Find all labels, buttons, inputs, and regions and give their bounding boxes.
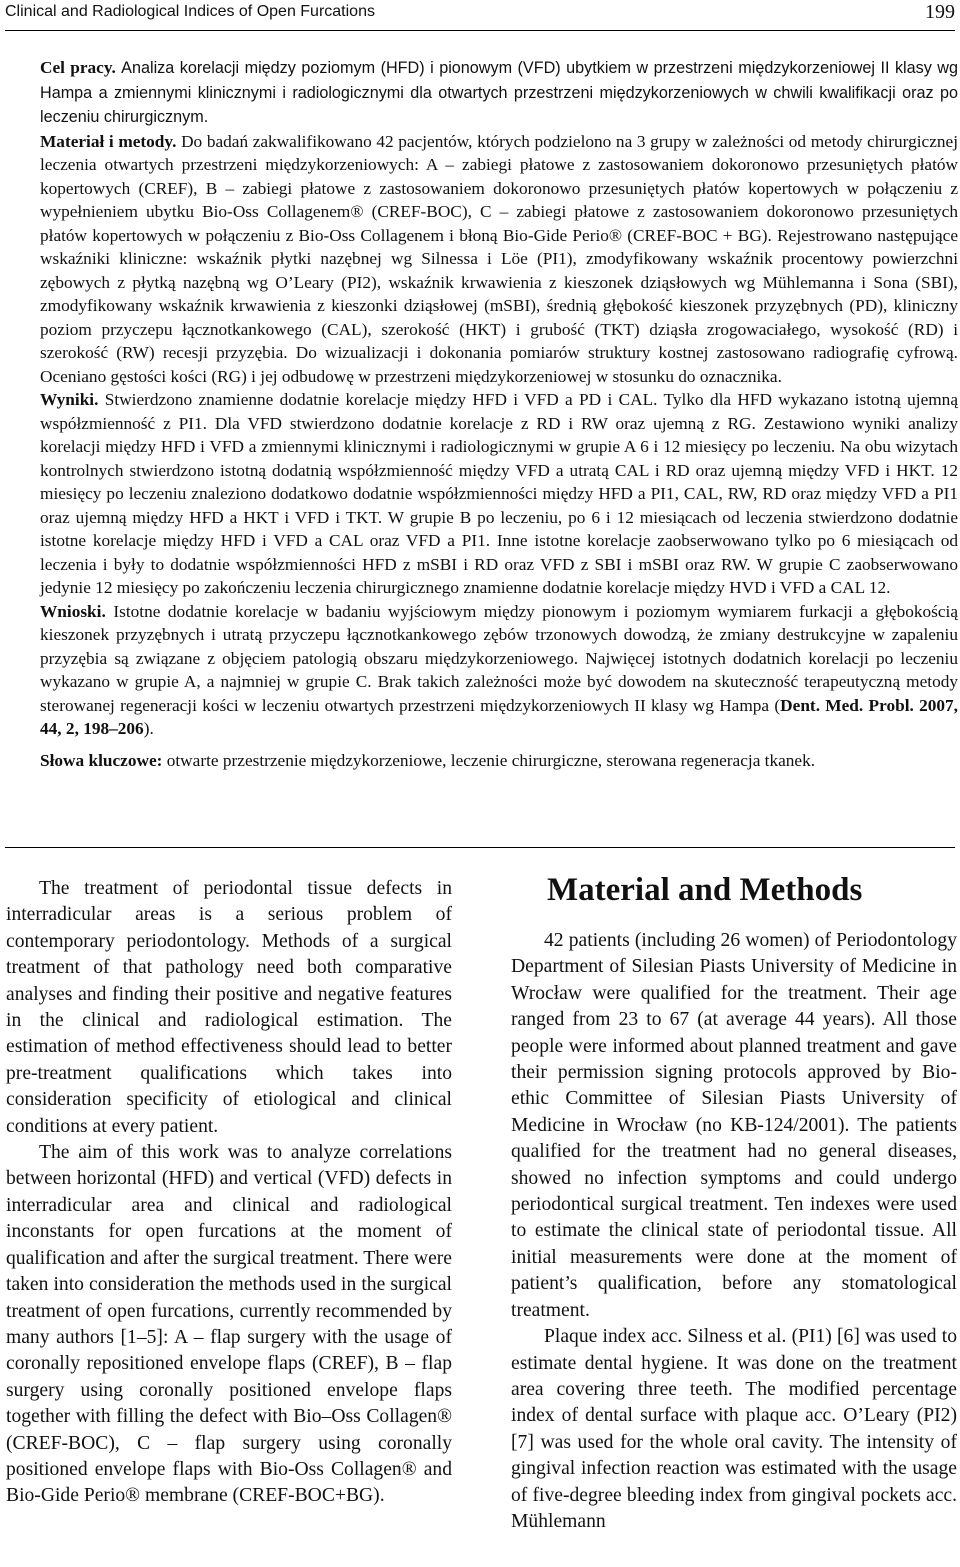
results-text: Stwierdzono znamienne dodatnie korelacje między HFD i VFD a PD i CAL. Tylko dla HFD wykazano istotną ujemną współzmienność z PI1. Dla VFD stwierdzono dodatnie korelacje z RD i RW oraz ujemną z RG. Zestawiono wyniki analizy korelacji między HFD i VFD a zmiennymi klinicznymi i radiologicznymi w grupie A 6 i 12 miesięcy po leczeniu. Na obu wizytach kontrolnych stwierdzono istotną dodatnią współzmienność między VFD a utratą CAL i RD oraz ujemną między VFD i HKT. 12 miesięcy po leczeniu znaleziono dodatkowo dodatnie współzmienności między HFD a PI1, CAL, RW, RD oraz między VFD a PI1 oraz ujemną między HFD a HKT i VFD i TKT. W grupie B po leczeniu, po 6 i 12 miesiącach od leczenia stwierdzono dodatnie istotne korelacje między HFD i VFD a CAL oraz VFD a PI1. Inne istotne korelacje zaobserwowano tylko po 6 miesiącach od leczenia i były to dodatnie współzmienności HFD z mSBI i RD oraz VFD z SBI i mSBI oraz RW. W grupie C zaobserwowano jedynie 12 miesięcy po zakończeniu leczenia chirurgicznego znamienne dodatnie korelacje między HVD i VFD a CAL 12. xyxy=(40,390,958,597)
methods-label: Materiał i metody. xyxy=(40,131,177,151)
methods-paragraph: 42 patients (including 26 women) of Periodontology Department of Silesian Piasts University of Medicine in Wrocław were qualified for the treatment. Their age ranged from 23 to 67 (at average 44 years). All those people were informed about planned treatment and gave their permission signing protocols approved by Bio-ethic Committee of Silesian Piasts University of Medicine in Wrocław (no KB-124/2001). The patients qualified for the treatment had no general diseases, showed no infection symptoms and could undergo periodontical surgical treatment. Ten indexes were used to estimate the clinical state of periodontal tissue. All initial measurements were done at the moment of patient’s qualification, before any stomatological treatment. xyxy=(511,930,957,1321)
abstract-results xyxy=(40,388,958,600)
running-title: Clinical and Radiological Indices of Open Furcations xyxy=(5,3,375,20)
results-label: Wyniki. xyxy=(40,390,99,409)
introduction-paragraph: The treatment of periodontal tissue defects in interradicular areas is a serious problem of contemporary periodontology. Methods of a surgical treatment of that pathology need both comparative analyses and finding their positive and negative features in the clinical and radiological estimation. The estimation of method effectiveness should lead to better pre-treatment qualifications which takes into consideration specificity of etiological and clinical conditions at every patient. xyxy=(6,878,452,1137)
section-heading: Material and Methods xyxy=(547,872,863,908)
running-header xyxy=(5,0,955,31)
methods-text: Do badań zakwalifikowano 42 pacjentów, których podzielono na 3 grupy w zależności od metody chirurgicznej leczenia otwartych przestrzeni międzykorzeniowych: A – zabiegi płatowe z zastosowaniem dokoronowo przesuniętych płatów kopertowych (CREF), B – zabiegi płatowe z zastosowaniem dokoronowo przesuniętych płatów kopertowych w połączeniu z wypełnieniem ubytku Bio-Oss Collagenem® (CREF-BOC), C – zabiegi płatowe z zastosowaniem dokoronowo przesuniętych płatów kopertowych w połączeniu z Bio-Oss Collagenem i błoną Bio-Gide Perio® (CREF-BOC + BG). Rejestrowano następujące wskaźniki kliniczne: wskaźnik płytki nazębnej wg Silnessa i Löe (PI1), zmodyfikowany wskaźnik procentowy powierzchni zębowych z płytką nazębną wg O’Leary (PI2), wskaźnik krwawienia z kieszonek dziąsłowych wg Mühlemanna i Sona (SBI), zmodyfikowany wskaźnik krwawienia z kieszonki dziąsłowej (mSBI), średnią głębokość kieszonek przyzębnych (PD), kliniczny poziom przyczepu łącznotkankowego (CAL), szerokość (HKT) i grubość (TKT) dziąsła zrogowaciałego, wysokość (RD) i szerokość (RW) recesji przyzębia. Do wizualizacji i dokonania pomiarów struktury kostnej zastosowano radiografię cyfrową. Oceniano gęstości kości (RG) i jej odbudowę w przestrzeni międzykorzeniowej w stosunku do oznacznika. xyxy=(40,131,958,386)
journal-citation: Dent. Med. Probl. 2007, 44, 2, 198–206 xyxy=(40,695,958,738)
keywords-label: Słowa kluczowe: xyxy=(40,750,163,770)
abstract-conclusions xyxy=(40,600,958,741)
abstract-methods xyxy=(40,130,958,389)
section-divider xyxy=(5,847,955,848)
right-column xyxy=(511,870,957,1535)
left-column xyxy=(6,876,452,1510)
conclusions-text: Istotne dodatnie korelacje w badaniu wyjściowym między pionowym i poziomym wymiarem furkacji a głębokością kieszonek przyzębnych i utratą przyczepu łącznotkankowego zębów trzonowych dowodzą, że zmiany destrukcyjne w zapaleniu przyzębia są związane z objęciem patologią obszaru międzykorzeniowego. Najwięcej istotnych dodatnich korelacji po leczeniu wykazano w grupie A, a najmniej w grupie C. Brak takich zależności może być dowodem na skuteczność terapeutyczną metody sterowanej regeneracji kości w leczeniu otwartych przestrzeni międzykorzeniowych II klasy wg Hampa ( xyxy=(40,601,959,715)
abstract-keywords xyxy=(40,749,958,773)
polish-abstract xyxy=(40,56,958,772)
keywords-text: otwarte przestrzenie międzykorzeniowe, leczenie chirurgiczne, sterowana regeneracja tkanek. xyxy=(166,750,816,770)
objective-text: Analiza korelacji między poziomym (HFD) i pionowym (VFD) ubytkiem w przestrzeni międzykorzeniowej II klasy wg Hampa a zmiennymi klinicznymi i radiologicznymi dla otwartych przestrzeni międzykorzeniowych w chwili kwalifikacji oraz po leczeniu chirurgicznym. xyxy=(40,59,959,126)
conclusions-label: Wnioski. xyxy=(40,601,106,621)
plaque-index-paragraph: Plaque index acc. Silness et al. (PI1) [6] was used to estimate dental hygiene. It was done on the treatment area covering three teeth. The modified percentage index of dental surface with plaque acc. O’Leary (PI2) [7] was used for the whole oral cavity. The intensity of gingival infection reaction was estimated with the usage of five-degree bleeding index from gingival pockets acc. Mühlemann xyxy=(511,1326,957,1532)
page-number: 199 xyxy=(925,1,955,23)
citation-close: ). xyxy=(143,719,154,738)
objective-label: Cel pracy. xyxy=(40,58,116,77)
aim-paragraph: The aim of this work was to analyze correlations between horizontal (HFD) and vertical (VFD) defects in interradicular area and clinical and radiological inconstants for open furcations at the moment of qualification and after the surgical treatment. There were taken into consideration the methods used in the surgical treatment of open furcations, currently recommended by many authors [1–5]: A – flap surgery with the usage of coronally repositioned envelope flaps (CREF), B – flap surgery using coronally positioned envelope flaps together with filling the defect with Bio–Oss Collagen® (CREF-BOC), C – flap surgery using coronally positioned envelope flaps with Bio-Oss Collagen® and Bio-Gide Perio® membrane (CREF-BOC+BG). xyxy=(6,1142,452,1507)
abstract-objective xyxy=(40,56,958,130)
